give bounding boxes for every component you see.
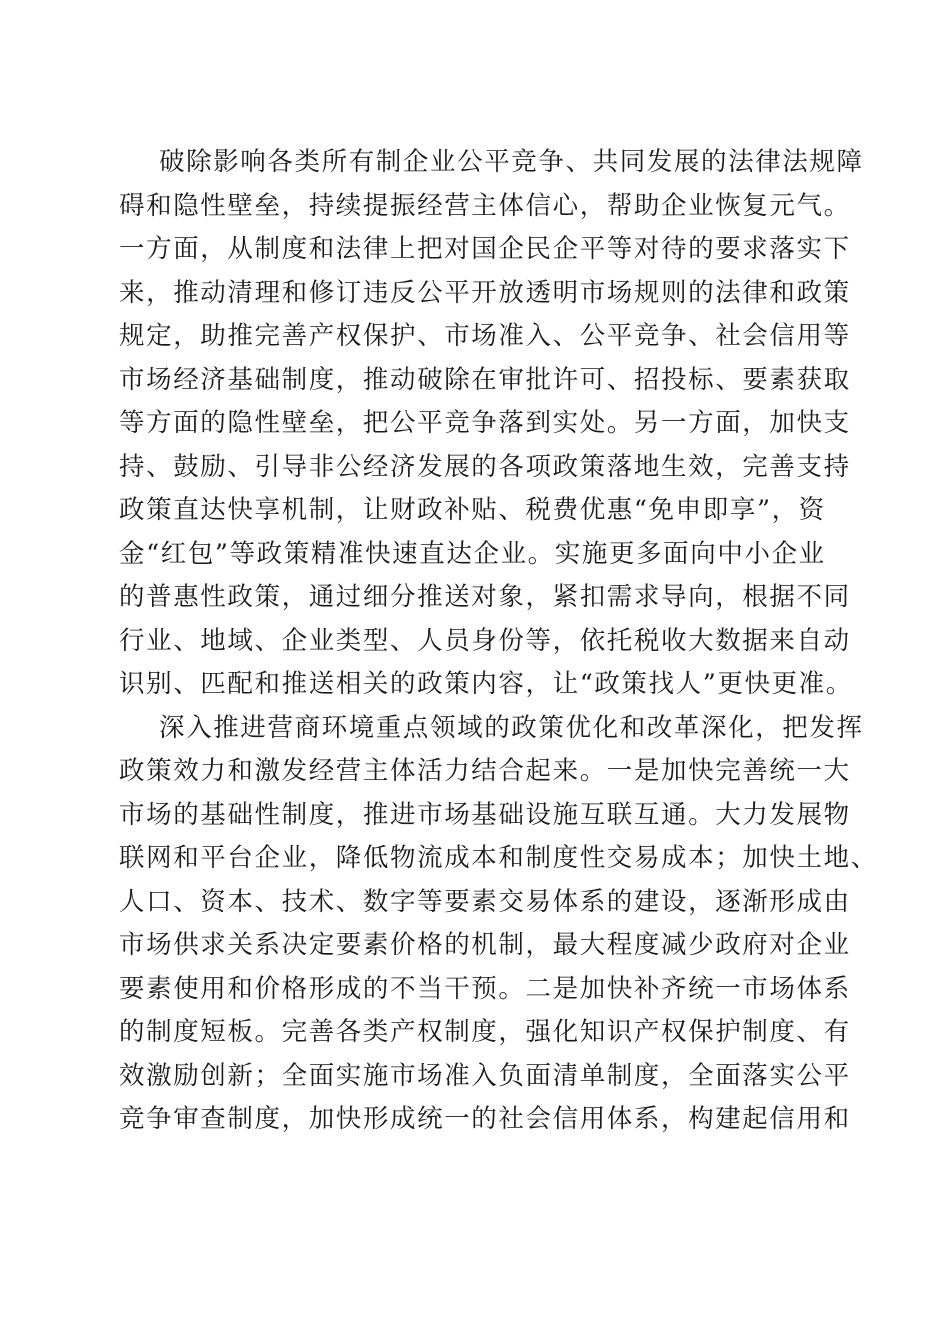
paragraph-1-line-2: 碍和隐性壁垒，持续提振经营主体信心，帮助企业恢复元气。 xyxy=(119,190,851,221)
paragraph-1-line-6: 市场经济基础制度，推动破除在审批许可、招投标、要素获取 xyxy=(119,364,851,395)
paragraph-2-line-10: 竞争审查制度，加快形成统一的社会信用体系，构建起信用和 xyxy=(119,1104,851,1134)
paragraph-1-line-12: 行业、地域、企业类型、人员身份等，依托税收大数据来自动 xyxy=(119,625,851,656)
paragraph-2-line-9: 效激励创新；全面实施市场准入负面清单制度，全面落实公平 xyxy=(119,1060,851,1091)
paragraph-1-line-4: 来，推动清理和修订违反公平开放透明市场规则的法律和政策 xyxy=(119,277,851,308)
paragraph-2-line-1: 深入推进营商环境重点领域的政策优化和改革深化，把发挥 xyxy=(159,712,864,743)
paragraph-2-line-2: 政策效力和激发经营主体活力结合起来。一是加快完善统一大 xyxy=(119,756,851,786)
paragraph-1-line-1: 破除影响各类所有制企业公平竞争、共同发展的法律法规障 xyxy=(159,147,864,177)
paragraph-2-line-4: 联网和平台企业，降低物流成本和制度性交易成本；加快土地、 xyxy=(119,843,878,873)
paragraph-1-line-7: 等方面的隐性壁垒，把公平竞争落到实处。另一方面，加快支 xyxy=(119,408,851,438)
paragraph-2-line-8: 的制度短板。完善各类产权制度，强化知识产权保护制度、有 xyxy=(119,1017,851,1047)
paragraph-2-line-7: 要素使用和价格形成的不当干预。二是加快补齐统一市场体系 xyxy=(119,973,851,1004)
paragraph-1-line-11: 的普惠性政策，通过细分推送对象，紧扣需求导向，根据不同 xyxy=(119,582,851,612)
paragraph-2-line-6: 市场供求关系决定要素价格的机制，最大程度减少政府对企业 xyxy=(119,930,851,960)
paragraph-1-line-8: 持、鼓励、引导非公经济发展的各项政策落地生效，完善支持 xyxy=(119,451,851,482)
paragraph-2-line-5: 人口、资本、技术、数字等要素交易体系的建设，逐渐形成由 xyxy=(119,886,851,917)
paragraph-1-line-3: 一方面，从制度和法律上把对国企民企平等对待的要求落实下 xyxy=(119,234,851,264)
paragraph-1-line-13: 识别、匹配和推送相关的政策内容，让“政策找人”更快更准。 xyxy=(119,669,853,699)
paragraph-1-line-5: 规定，助推完善产权保护、市场准入、公平竞争、社会信用等 xyxy=(119,321,851,351)
paragraph-1-line-10: 金“红包”等政策精准快速直达企业。实施更多面向中小企业 xyxy=(119,538,826,569)
paragraph-1-line-9: 政策直达快享机制，让财政补贴、税费优惠“免申即享”，资 xyxy=(119,495,826,525)
paragraph-2-line-3: 市场的基础性制度，推进市场基础设施互联互通。大力发展物 xyxy=(119,799,851,830)
body-text xyxy=(119,141,878,1142)
